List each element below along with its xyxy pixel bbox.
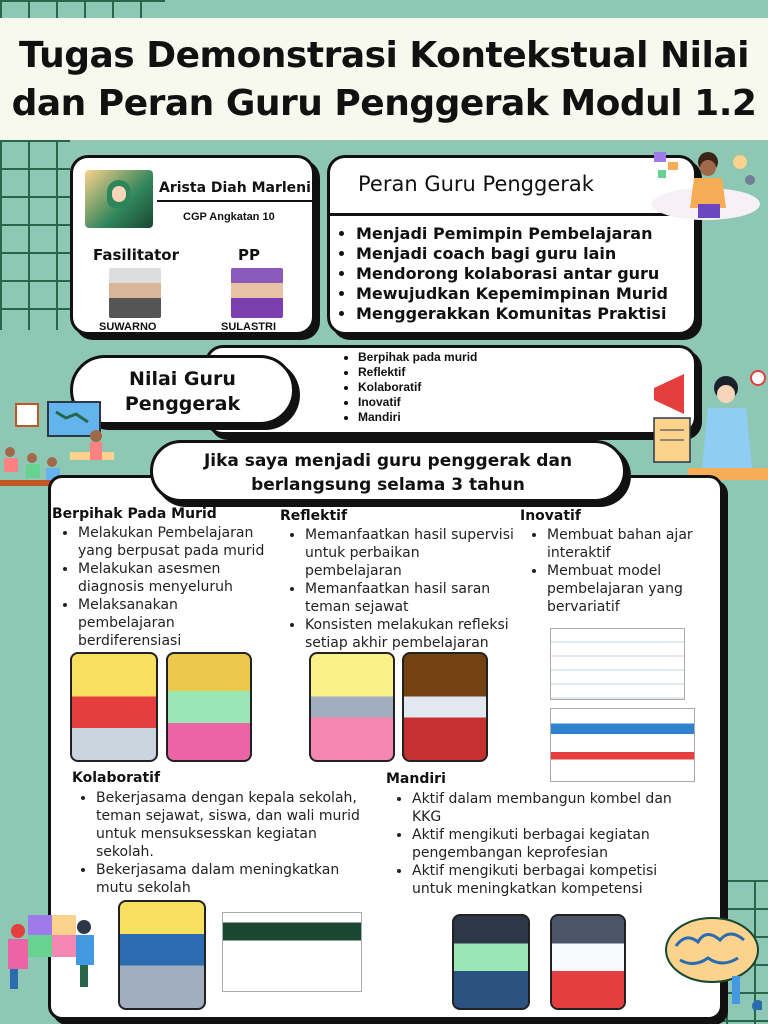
inovatif-list [547, 526, 712, 616]
pp-label: PP [238, 246, 260, 264]
list-item: • Bekerjasama dalam meningkatkan mutu sekolah [96, 861, 366, 897]
list-item: • Membuat bahan ajar interaktif [547, 526, 712, 562]
peran-card [327, 155, 697, 335]
list-item: • Mandiri [358, 410, 477, 425]
berpihak-title: Berpihak Pada Murid [52, 506, 217, 522]
facilitator-photo [109, 268, 161, 318]
peran-list [356, 224, 668, 324]
list-item: • Mendorong kolaborasi antar guru [356, 264, 668, 284]
list-item: • Inovatif [358, 395, 477, 410]
author-photo-face [112, 186, 126, 202]
nilai-values-list [358, 350, 477, 425]
kolaboratif-title: Kolaboratif [72, 770, 161, 786]
list-item: • Membuat model pembelajaran yang bervariatif [547, 562, 712, 616]
list-item: • Aktif mengikuti berbagai kompetisi untuk meningkatkan kompetensi [412, 862, 692, 898]
nilai-title-line2: Penggerak [124, 393, 241, 415]
list-item: • Bekerjasama dengan kepala sekolah, teman sejawat, siswa, dan wali murid untuk mensuksesskan kegiatan sekolah. [96, 789, 366, 861]
list-item: • Menggerakkan Komunitas Praktisi [356, 304, 668, 324]
brain-icon [662, 910, 762, 1010]
list-item: • Memanfaatkan hasil saran teman sejawat [305, 580, 515, 616]
peran-divider [330, 213, 694, 216]
list-item: • Reflektif [358, 365, 477, 380]
page-title-line2: dan Peran Guru Penggerak Modul 1.2 [11, 83, 757, 124]
mandiri-list [412, 790, 692, 898]
profile-divider [157, 200, 313, 202]
kolaboratif-photo-1 [118, 900, 206, 1010]
list-item: • Kolaboratif [358, 380, 477, 395]
page-title [0, 32, 768, 128]
berpihak-photo-1 [70, 652, 158, 762]
pp-photo [231, 268, 283, 318]
berpihak-photo-2 [166, 652, 252, 762]
pp-name: SULASTRI [221, 321, 276, 333]
author-cohort: CGP Angkatan 10 [183, 211, 275, 223]
jika-heading-pill [150, 440, 626, 502]
grid-decoration-top-left [0, 0, 165, 20]
facilitator-label: Fasilitator [93, 246, 180, 264]
mandiri-title: Mandiri [386, 771, 446, 787]
list-item: • Menjadi Pemimpin Pembelajaran [356, 224, 668, 244]
list-item: • Mewujudkan Kepemimpinan Murid [356, 284, 668, 304]
list-item: • Aktif dalam membangun kombel dan KKG [412, 790, 692, 826]
facilitator-name: SUWARNO [99, 321, 157, 333]
kolaboratif-screenshot [222, 912, 362, 992]
profile-card [70, 155, 315, 335]
inovatif-screenshot-1 [550, 628, 685, 700]
reflektif-photo-2 [402, 652, 488, 762]
jika-heading-line1: Jika saya menjadi guru penggerak dan [203, 451, 573, 471]
berpihak-list [78, 524, 278, 650]
mandiri-photo-1 [452, 914, 530, 1010]
inovatif-title: Inovatif [520, 508, 581, 524]
list-item: • Melaksanakan pembelajaran berdiferensiasi [78, 596, 278, 650]
list-item: • Menjadi coach bagi guru lain [356, 244, 668, 264]
reflektif-title: Reflektif [280, 508, 348, 524]
reflektif-photo-1 [309, 652, 395, 762]
puzzle-teamwork-illustration [0, 895, 100, 995]
reflektif-list [305, 526, 515, 652]
page-title-line1: Tugas Demonstrasi Kontekstual Nilai [19, 35, 749, 76]
author-photo [85, 170, 153, 228]
mandiri-photo-2 [550, 914, 626, 1010]
grid-decoration-left [0, 140, 70, 330]
jika-heading-line2: berlangsung selama 3 tahun [251, 475, 525, 495]
list-item: • Memanfaatkan hasil supervisi untuk perbaikan pembelajaran [305, 526, 515, 580]
inovatif-screenshot-2 [550, 708, 695, 782]
list-item: • Berpihak pada murid [358, 350, 477, 365]
peran-title: Peran Guru Penggerak [358, 172, 594, 196]
list-item: • Melakukan Pembelajaran yang berpusat pada murid [78, 524, 278, 560]
list-item: • Aktif mengikuti berbagai kegiatan pengembangan keprofesian [412, 826, 692, 862]
list-item: • Konsisten melakukan refleksi setiap akhir pembelajaran [305, 616, 515, 652]
nilai-title-line1: Nilai Guru [129, 368, 236, 390]
list-item: • Melakukan asesmen diagnosis menyeluruh [78, 560, 278, 596]
kolaboratif-list [96, 789, 366, 897]
megaphone-woman-illustration [648, 368, 768, 480]
teacher-presenting-illustration [650, 148, 760, 220]
author-name: Arista Diah Marleni [159, 180, 311, 196]
